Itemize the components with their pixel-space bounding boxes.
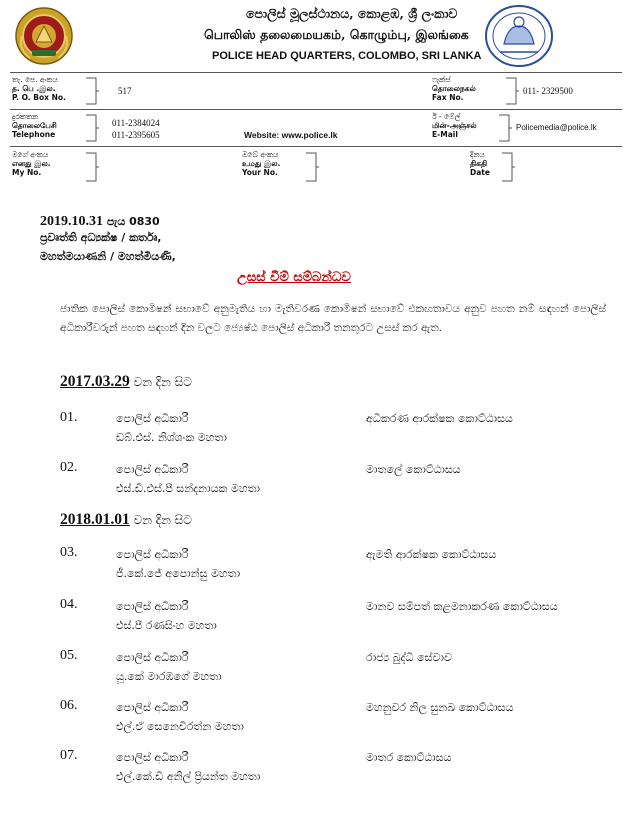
item-name: යූ.කේ මාරඹගේ මහතා xyxy=(116,670,222,683)
item-name: ජී.කේ.ජේ අපොන්සු මහතා xyxy=(116,567,241,580)
item-rank: පොලිස් අධිකාරී xyxy=(116,701,189,714)
salutation-line-2: මහත්මයාණනි / මහත්මියණි, xyxy=(40,250,176,263)
my-no-label: මගේ අංකය எனது இல. My No. xyxy=(12,150,51,177)
item-rank: පොලිස් අධිකාරී xyxy=(116,412,189,425)
item-name: එස්.පී රණසිංහ මහතා xyxy=(116,619,217,632)
item-name: එල්.කේ.ඩී අනිල් ප්‍රියන්ත මහතා xyxy=(116,770,261,783)
telephone-label: දුරකතන தொலைபேசி Telephone xyxy=(12,112,57,139)
po-box-value: 517 xyxy=(118,86,132,96)
item-division: අධිකරණ ආරක්ෂක කොට්ඨාසය xyxy=(366,412,513,425)
header-sinhala: පොලිස් මූලස්ථානය, කොළඹ, ශ්‍රී ලංකාව xyxy=(246,6,458,21)
your-no-label: ඔබේ අංකය உமது இல. Your No. xyxy=(242,150,281,177)
dateline: 2019.10.31 පැය 0830 xyxy=(40,214,160,229)
email-value[interactable]: Policemedia@police.lk xyxy=(516,123,597,132)
bracket-icon xyxy=(84,113,100,143)
email-label: ඊ - මේල් மின்-அஞ்சல் E-Mail xyxy=(432,112,477,139)
header-tamil: பொலிஸ் தலைமையகம், கொழும்பு, இலங்கை xyxy=(204,27,469,42)
section-heading: 2017.03.29 වන දින සිට xyxy=(60,373,192,390)
fax-value: 011- 2329500 xyxy=(523,86,573,96)
item-division: මාතර කොට්ඨාසය xyxy=(366,751,452,764)
bracket-icon xyxy=(84,151,100,183)
telephone-value-2: 011-2395605 xyxy=(112,130,160,140)
item-rank: පොලිස් අධිකාරී xyxy=(116,600,189,613)
item-number: 05. xyxy=(60,648,78,663)
item-name: ඩබ්.එස්. නිශ්ශංක මහතා xyxy=(116,431,227,444)
item-rank: පොලිස් අධිකාරී xyxy=(116,463,189,476)
salutation-line-1: ප්‍රවෘත්ති අධ්‍යක්ෂ / කර්තෘ, xyxy=(40,231,162,244)
bracket-icon xyxy=(497,113,513,143)
subject-heading: උසස් වීම් සම්බන්ධව xyxy=(237,270,351,285)
item-name: එස්.ඩී.එස්.පී සන්දනායක මහතා xyxy=(116,482,261,495)
item-division: මහනුවර නිල සුනඛ කොට්ඨාසය xyxy=(366,701,514,714)
intro-paragraph: ජාතික පොලිස් කොමිෂන් සභාවේ අනුමැතිය හා මැතිවරණ කොමිෂන් සභාවේ එකඟතාවය අනුව පහත නම් සඳහන් පොලිස් අධිකාරීවරුන් පහත සඳහන් දින වලට ජ්‍යෙෂ්ඨ පොලිස් අධිකාරී තනතුරට උසස් කර ඇත. xyxy=(60,303,606,334)
bracket-icon xyxy=(504,76,520,106)
item-division: රාජ්‍ය බුද්ධි සේවාව xyxy=(366,651,452,664)
item-rank: පොලිස් අධිකාරී xyxy=(116,751,189,764)
item-number: 07. xyxy=(60,748,78,763)
item-number: 06. xyxy=(60,698,78,713)
bracket-icon xyxy=(500,151,516,183)
item-number: 04. xyxy=(60,597,78,612)
item-number: 02. xyxy=(60,460,78,475)
bracket-icon xyxy=(84,76,100,106)
website-link[interactable]: Website: www.police.lk xyxy=(244,130,338,140)
fax-label: ෆැක්ස් தொலைநகல் Fax No. xyxy=(432,75,476,102)
telephone-value-1: 011-2384024 xyxy=(112,118,160,128)
header-english: POLICE HEAD QUARTERS, COLOMBO, SRI LANKA xyxy=(212,50,482,62)
item-number: 03. xyxy=(60,545,78,560)
item-division: මානව සම්පත් කළමනාකරණ කොට්ඨාසය xyxy=(366,600,558,613)
item-number: 01. xyxy=(60,410,78,425)
po-box-label: තැ. පෙ. අංකය த. பெ .இல. P. O. Box No. xyxy=(12,75,66,102)
section-heading: 2018.01.01 වන දින සිට xyxy=(60,511,192,528)
item-division: ඇමති ආරක්ෂක කොට්ඨාසය xyxy=(366,548,497,561)
item-division: මාතලේ කොට්ඨාසය xyxy=(366,463,461,476)
item-name: එල්.ඒ සෙනෙවිරත්න මහතා xyxy=(116,720,244,733)
date-label: දිනය திகதி Date xyxy=(470,150,490,177)
sri-lanka-emblem-icon xyxy=(14,6,74,66)
police-emblem-icon xyxy=(484,4,554,68)
item-rank: පොලිස් අධිකාරී xyxy=(116,548,189,561)
bracket-icon xyxy=(304,151,320,183)
item-rank: පොලිස් අධිකාරී xyxy=(116,651,189,664)
